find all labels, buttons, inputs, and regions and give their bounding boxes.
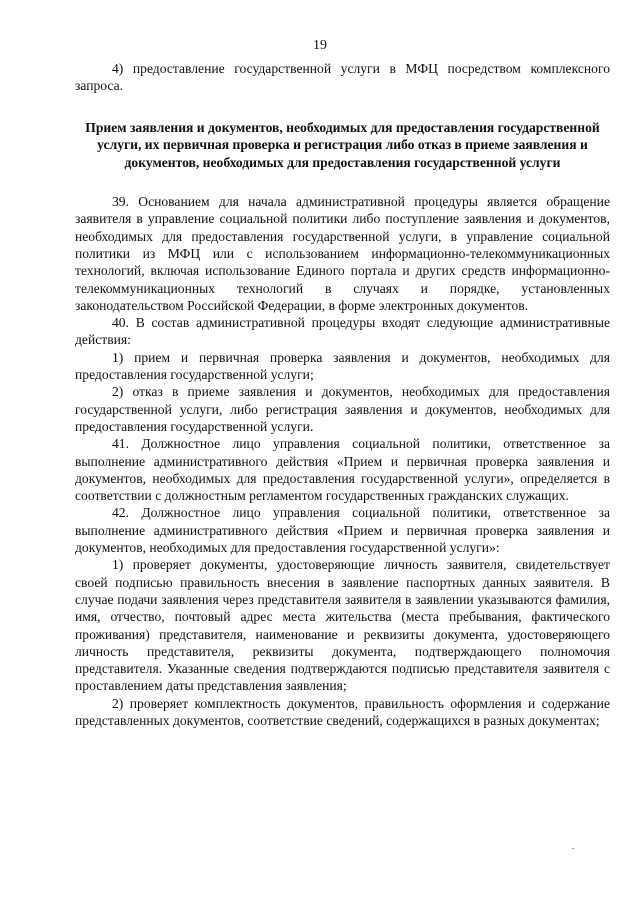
paragraph-42-item-2: 2) проверяет комплектность документов, правильность оформления и содержание представленных документов, соответствие сведений, содержащихся в разных документах; <box>75 695 610 728</box>
paragraph-40: 40. В состав административной процедуры входят следующие административные действия: <box>75 315 610 348</box>
paragraph-40-item-1: 1) прием и первичная проверка заявления и документов, необходимых для предоставления государственной услуги; <box>75 349 610 383</box>
section-heading: Прием заявления и документов, необходимых для предоставления государственной услуги, их первичная проверка и регистрация либо отказ в приеме заявления и документов, необходимых для предоставления государственной услуги <box>85 119 600 170</box>
paragraph-42: 42. Должностное лицо управления социальной политики, ответственное за выполнение административного действия «Прием и первичная проверка заявления и документов, необходимых для предоставления государственной услуги»: <box>75 505 610 556</box>
page-number: 19 <box>313 38 327 53</box>
paragraph-41: 41. Должностное лицо управления социальной политики, ответственное за выполнение административного действия «Прием и первичная проверка заявления и документов, необходимых для предоставления государственной услуги», определяется в соответствии с должностным регламентом государственных гражданских служащих. <box>75 436 610 504</box>
paragraph-39: 39. Основанием для начала административной процедуры является обращение заявителя в управление социальной политики либо поступление заявления и документов, необходимых для предоставления государственной услуги, в управление социальной политики из МФЦ или с использованием информационно-телекоммуникационных технологий, включая использование Единого портала и других средств информационно-телекоммуникационных технологий в случаях и порядке, установленных законодательством Российской Федерации, в форме электронных документов. <box>75 194 610 313</box>
scan-speck <box>572 848 574 849</box>
intro-list-item: 4) предоставление государственной услуги в МФЦ посредством комплексного запроса. <box>75 61 610 94</box>
document-body <box>75 60 610 729</box>
paragraph-42-item-1: 1) проверяет документы, удостоверяющие личность заявителя, свидетельствует своей подписью правильность внесения в заявление паспортных данных заявителя. В случае подачи заявления через представителя заявителя в заявлении указываются фамилия, имя, отчество, почтовый адрес места жительства (места пребывания, фактического проживания) представителя, наименование и реквизиты документа, удостоверяющего личность представителя, реквизиты документа, подтверждающего полномочия представителя. Указанные сведения подтверждаются подписью представителя заявителя с проставлением даты представления заявления; <box>75 557 610 694</box>
paragraph-40-item-2: 2) отказ в приеме заявления и документов, необходимых для предоставления государственной услуги, либо регистрация заявления и документов, необходимых для предоставления государственной услуги. <box>75 384 610 434</box>
